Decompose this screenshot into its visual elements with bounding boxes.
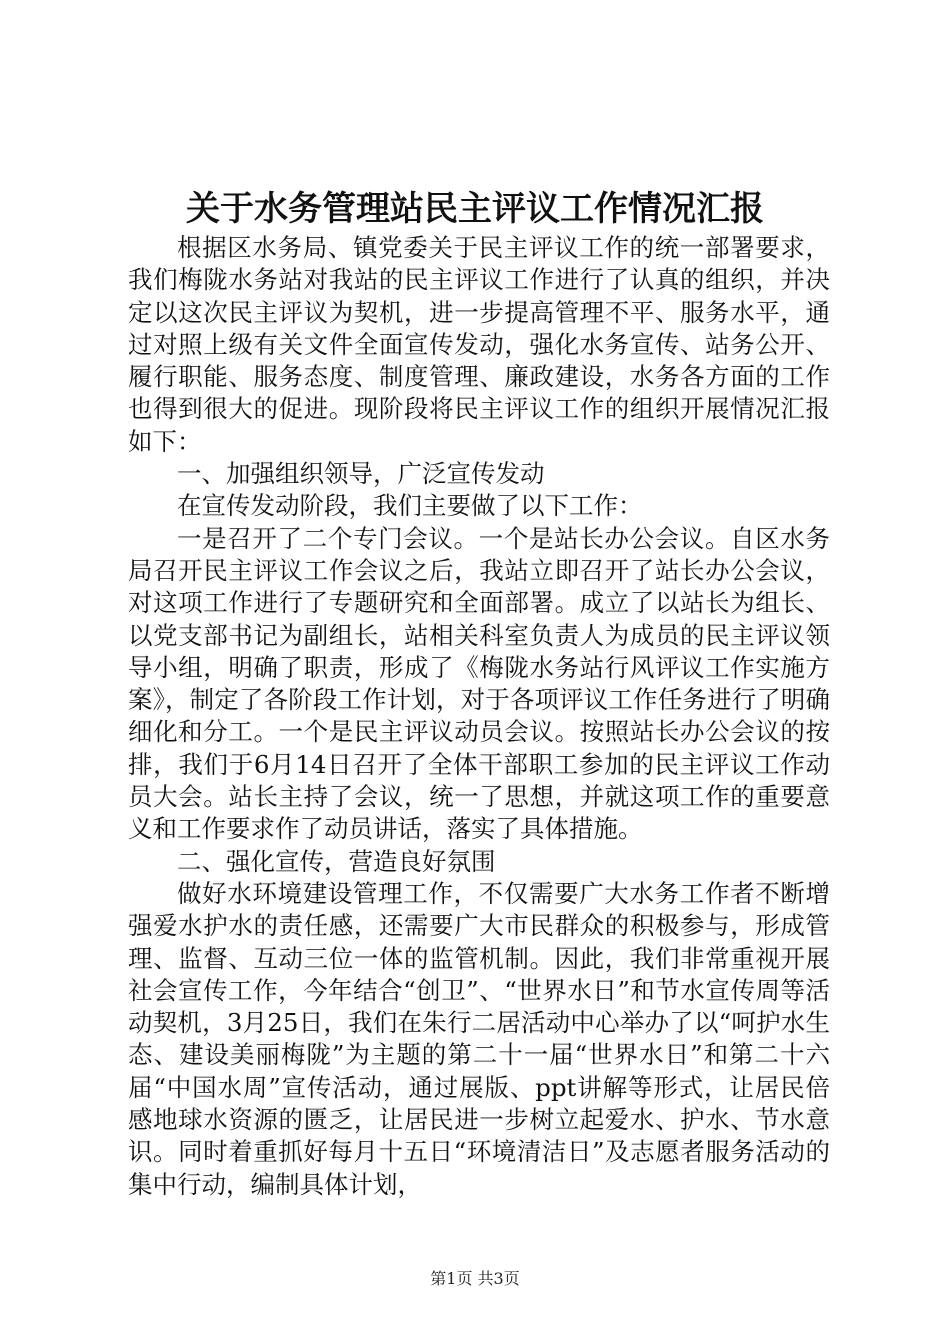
intro-paragraph: 根据区水务局、镇党委关于民主评议工作的统一部署要求，我们梅陇水务站对我站的民主评议工作进行了认真的组织，并决定以这次民主评议为契机，进一步提高管理不平、服务水平，通过对照上级有关文件全面宣传发动，强化水务宣传、站务公开、履行职能、服务态度、制度管理、廉政建设，水务各方面的工作也得到很大的促进。现阶段将民主评议工作的组织开展情况汇报如下： <box>128 233 830 456</box>
page-footer: 第1页 共3页 <box>430 1269 520 1288</box>
section-heading-2: 二、强化宣传，营造良好氛围 <box>177 846 496 876</box>
publicity-paragraph: 做好水环境建设管理工作，不仅需要广大水务工作者不断增强爱水护水的责任感，还需要广大市民群众的积极参与，形成管理、监督、互动三位一体的监管机制。因此，我们非常重视开展社会宣传工作，今年结合“创卫”、“世界水日”和节水宣传周等活动契机，3月25日，我们在朱行二居活动中心举办了以“呵护水生态、建设美丽梅陇”为主题的第二十一届“世界水日”和第二十六届“中国水周”宣传活动，通过展版、ppt讲解等形式，让居民倍感地球水资源的匮乏，让居民进一步树立起爱水、护水、节水意识。同时着重抓好每月十五日“环境清洁日”及志愿者服务活动的集中行动，编制具体计划， <box>128 878 830 1199</box>
meetings-paragraph: 一是召开了二个专门会议。一个是站长办公会议。自区水务局召开民主评议工作会议之后，我站立即召开了站长办公会议，对这项工作进行了专题研究和全面部署。成立了以站长为组长、以党支部书记为副组长，站相关科室负责人为成员的民主评议领导小组，明确了职责，形成了《梅陇水务站行风评议工作实施方案》，制定了各阶段工作计划，对于各项评议工作任务进行了明确细化和分工。一个是民主评议动员会议。按照站长办公会议的按排，我们于6月14日召开了全体干部职工参加的民主评议工作动员大会。站长主持了会议，统一了思想，并就这项工作的重要意义和工作要求作了动员讲话，落实了具体措施。 <box>128 523 830 844</box>
document-title: 关于水务管理站民主评议工作情况汇报 <box>186 189 764 229</box>
section-lead-paragraph: 在宣传发动阶段，我们主要做了以下工作： <box>177 491 643 521</box>
section-heading-1: 一、加强组织领导，广泛宣传发动 <box>177 459 545 489</box>
document-body <box>128 232 830 1201</box>
